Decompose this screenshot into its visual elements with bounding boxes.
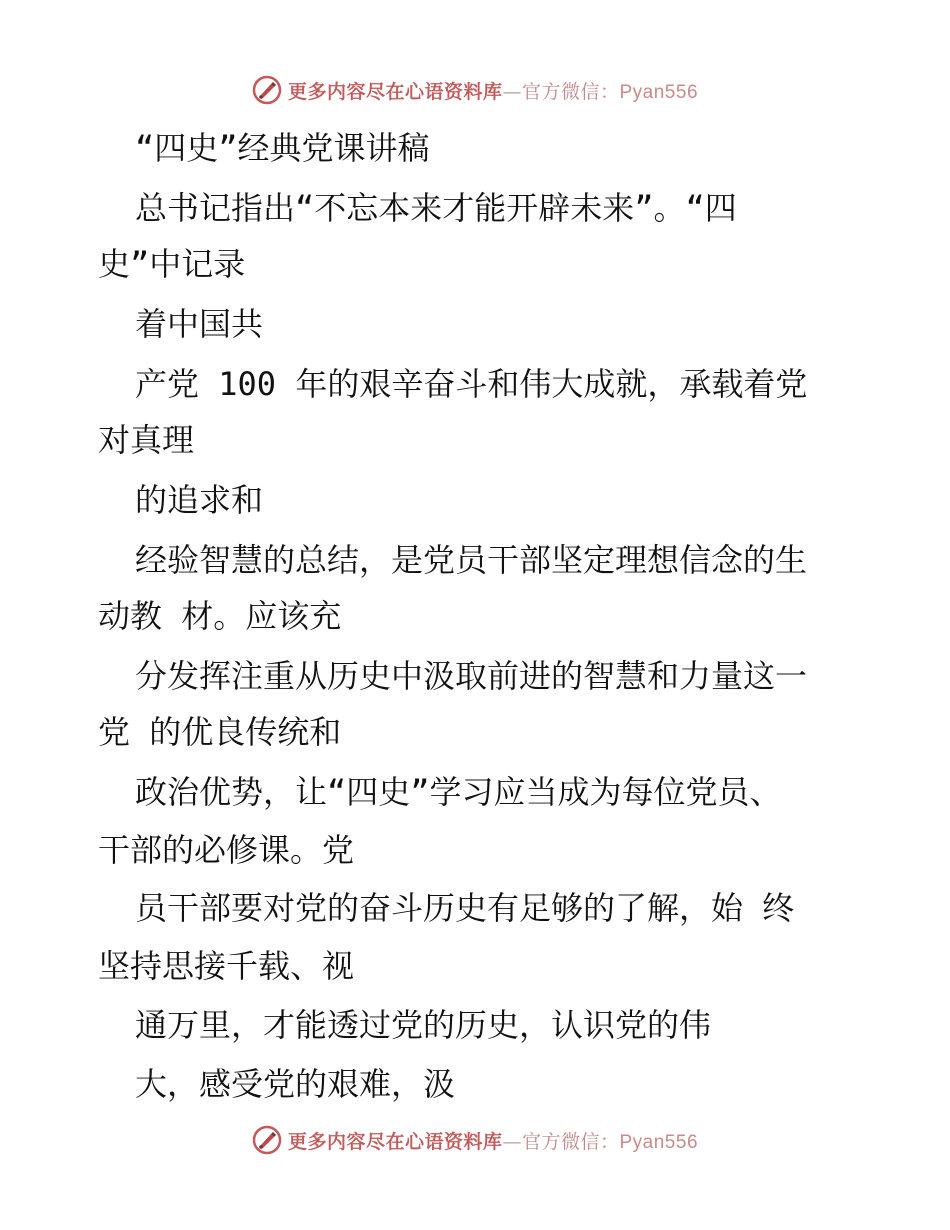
paragraph-line: 政治优势，让“四史”学习应当成为每位党员、 xyxy=(135,773,782,811)
paragraph-line: 党 的优良传统和 xyxy=(98,713,342,751)
paragraph-line: 的追求和 xyxy=(135,481,264,519)
paragraph-line: 分发挥注重从历史中汲取前进的智慧和力量这一 xyxy=(135,657,808,695)
watermark-separator: — xyxy=(502,80,522,103)
watermark-wechat-label: 官方微信： xyxy=(521,1130,620,1153)
paragraph-line: 大，感受党的艰难，汲 xyxy=(135,1065,456,1103)
watermark-brand: 更多内容尽在心语资料库 xyxy=(287,1130,503,1153)
paragraph-line: 动教 材。应该充 xyxy=(98,597,342,635)
watermark-wechat-label: 官方微信： xyxy=(521,80,620,103)
watermark-inner xyxy=(252,1125,698,1155)
paragraph-line: 产党 100 年的艰辛奋斗和伟大成就，承载着党 xyxy=(135,365,808,403)
paragraph-line: 干部的必修课。党 xyxy=(98,831,355,869)
paragraph-line: 着中国共 xyxy=(135,305,264,343)
document-title: “四史”经典党课讲稿 xyxy=(135,129,430,167)
paragraph-line: 史”中记录 xyxy=(98,245,246,283)
watermark-text xyxy=(288,1127,698,1154)
watermark-wechat-id: Pyan556 xyxy=(619,1131,699,1153)
paragraph-line: 对真理 xyxy=(98,421,195,459)
watermark-wechat-id: Pyan556 xyxy=(619,81,699,103)
watermark-brand: 更多内容尽在心语资料库 xyxy=(287,80,503,103)
paragraph-line: 员干部要对党的奋斗历史有足够的了解，始 终 xyxy=(135,889,795,927)
paragraph-line: 通万里，才能透过党的历史，认识党的伟 xyxy=(135,1006,712,1044)
watermark-separator: — xyxy=(502,1130,522,1153)
pen-logo-icon xyxy=(252,1125,282,1155)
paragraph-line: 总书记指出“不忘本来才能开辟未来”。“四 xyxy=(135,189,737,227)
paragraph-line: 坚持思接千载、视 xyxy=(98,947,355,985)
footer-watermark xyxy=(0,1120,950,1160)
paragraph-line: 经验智慧的总结，是党员干部坚定理想信念的生 xyxy=(135,541,808,579)
